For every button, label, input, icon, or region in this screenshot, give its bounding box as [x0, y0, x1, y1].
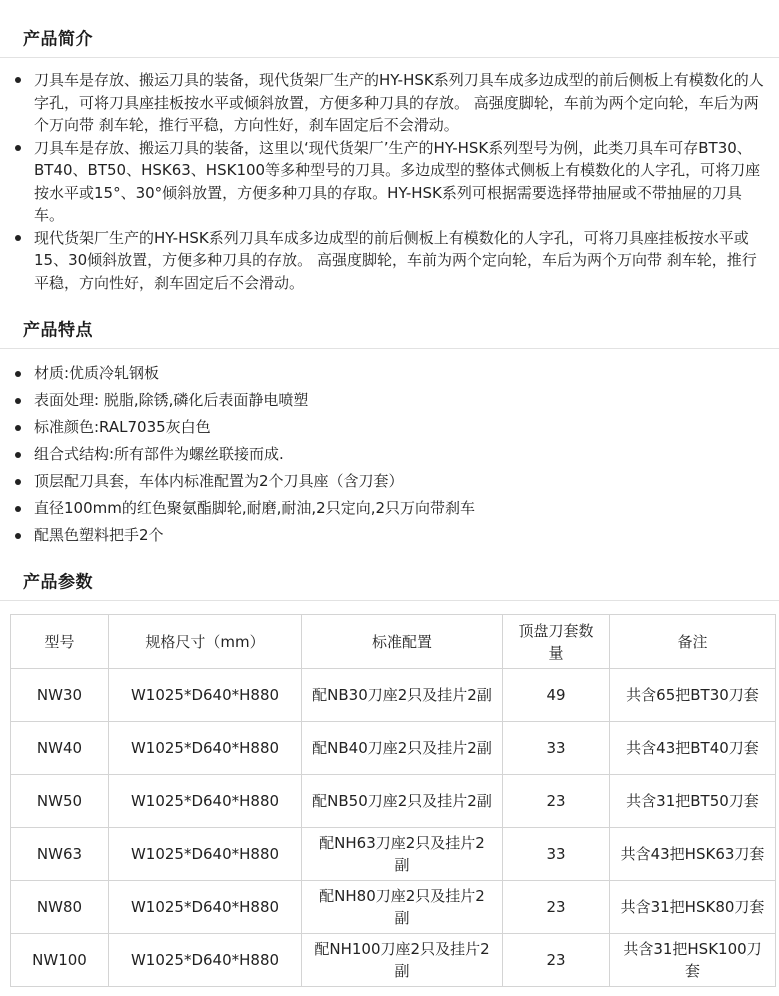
section-params-heading — [0, 560, 779, 601]
cell-size: W1025*D640*H880 — [109, 775, 302, 828]
features-list — [0, 360, 779, 549]
section-features-heading — [0, 308, 779, 349]
cell-config: 配NB40刀座2只及挂片2副 — [302, 722, 503, 775]
cell-count: 49 — [503, 669, 610, 722]
cell-note: 共含31把BT50刀套 — [610, 775, 776, 828]
header-count: 顶盘刀套数量 — [503, 615, 610, 669]
feature-item: 表面处理: 脱脂,除锈,磷化后表面静电喷塑 — [0, 387, 779, 414]
cell-note: 共含31把HSK100刀套 — [610, 934, 776, 987]
table-row — [11, 722, 776, 775]
section-title-text: 产品简介 — [23, 29, 93, 50]
header-model: 型号 — [11, 615, 109, 669]
cell-count: 23 — [503, 881, 610, 934]
section-title-text: 产品参数 — [23, 572, 93, 593]
cell-count: 23 — [503, 934, 610, 987]
cell-model: NW40 — [11, 722, 109, 775]
feature-item: 组合式结构:所有部件为螺丝联接而成. — [0, 441, 779, 468]
cell-size: W1025*D640*H880 — [109, 828, 302, 881]
cell-size: W1025*D640*H880 — [109, 722, 302, 775]
intro-item: 刀具车是存放、搬运刀具的装备，现代货架厂生产的HY-HSK系列刀具车成多边成型的前后侧板上有模数化的人字孔，可将刀具座挂板按水平或倾斜放置，方便多种刀具的存放。 高强度脚轮，车前为两个定向轮，车后为两个万向带 刹车轮，推行平稳，方向性好，刹车固定后不会滑动。 — [0, 69, 779, 137]
section-title-text: 产品特点 — [23, 320, 93, 341]
cell-model: NW30 — [11, 669, 109, 722]
table-row — [11, 881, 776, 934]
feature-item: 直径100mm的红色聚氨酯脚轮,耐磨,耐油,2只定向,2只万向带刹车 — [0, 495, 779, 522]
cell-model: NW50 — [11, 775, 109, 828]
cell-size: W1025*D640*H880 — [109, 881, 302, 934]
feature-item: 顶层配刀具套，车体内标准配置为2个刀具座（含刀套） — [0, 468, 779, 495]
header-size: 规格尺寸（mm） — [109, 615, 302, 669]
feature-item: 配黑色塑料把手2个 — [0, 522, 779, 549]
cell-note: 共含65把BT30刀套 — [610, 669, 776, 722]
cell-config: 配NH100刀座2只及挂片2副 — [302, 934, 503, 987]
table-row — [11, 669, 776, 722]
section-intro-heading — [0, 17, 779, 58]
cell-count: 33 — [503, 722, 610, 775]
cell-note: 共含43把HSK63刀套 — [610, 828, 776, 881]
feature-item: 材质:优质冷轧钢板 — [0, 360, 779, 387]
cell-size: W1025*D640*H880 — [109, 669, 302, 722]
table-header-row — [11, 615, 776, 669]
cell-size: W1025*D640*H880 — [109, 934, 302, 987]
cell-model: NW80 — [11, 881, 109, 934]
cell-model: NW100 — [11, 934, 109, 987]
header-config: 标准配置 — [302, 615, 503, 669]
cell-config: 配NH80刀座2只及挂片2副 — [302, 881, 503, 934]
cell-config: 配NB30刀座2只及挂片2副 — [302, 669, 503, 722]
cell-count: 33 — [503, 828, 610, 881]
cell-model: NW63 — [11, 828, 109, 881]
header-note: 备注 — [610, 615, 776, 669]
intro-item: 刀具车是存放、搬运刀具的装备，这里以‘现代货架厂’生产的HY-HSK系列型号为例，此类刀具车可存BT30、BT40、BT50、HSK63、HSK100等多种型号的刀具。多边成型的整体式侧板上有模数化的人字孔，可将刀座按水平或15°、30°倾斜放置，方便多种刀具的存取。HY-HSK系列可根据需要选择带抽屉或不带抽屉的刀具车。 — [0, 137, 779, 227]
cell-config: 配NH63刀座2只及挂片2副 — [302, 828, 503, 881]
table-row — [11, 934, 776, 987]
cell-count: 23 — [503, 775, 610, 828]
cell-note: 共含31把HSK80刀套 — [610, 881, 776, 934]
intro-item: 现代货架厂生产的HY-HSK系列刀具车成多边成型的前后侧板上有模数化的人字孔，可将刀具座挂板按水平或15、30倾斜放置，方便多种刀具的存放。 高强度脚轮，车前为两个定向轮，车后为两个万向带 刹车轮，推行平稳，方向性好，刹车固定后不会滑动。 — [0, 227, 779, 295]
intro-list — [0, 69, 779, 294]
table-row — [11, 775, 776, 828]
cell-note: 共含43把BT40刀套 — [610, 722, 776, 775]
cell-config: 配NB50刀座2只及挂片2副 — [302, 775, 503, 828]
feature-item: 标准颜色:RAL7035灰白色 — [0, 414, 779, 441]
table-row — [11, 828, 776, 881]
params-table — [10, 614, 776, 987]
